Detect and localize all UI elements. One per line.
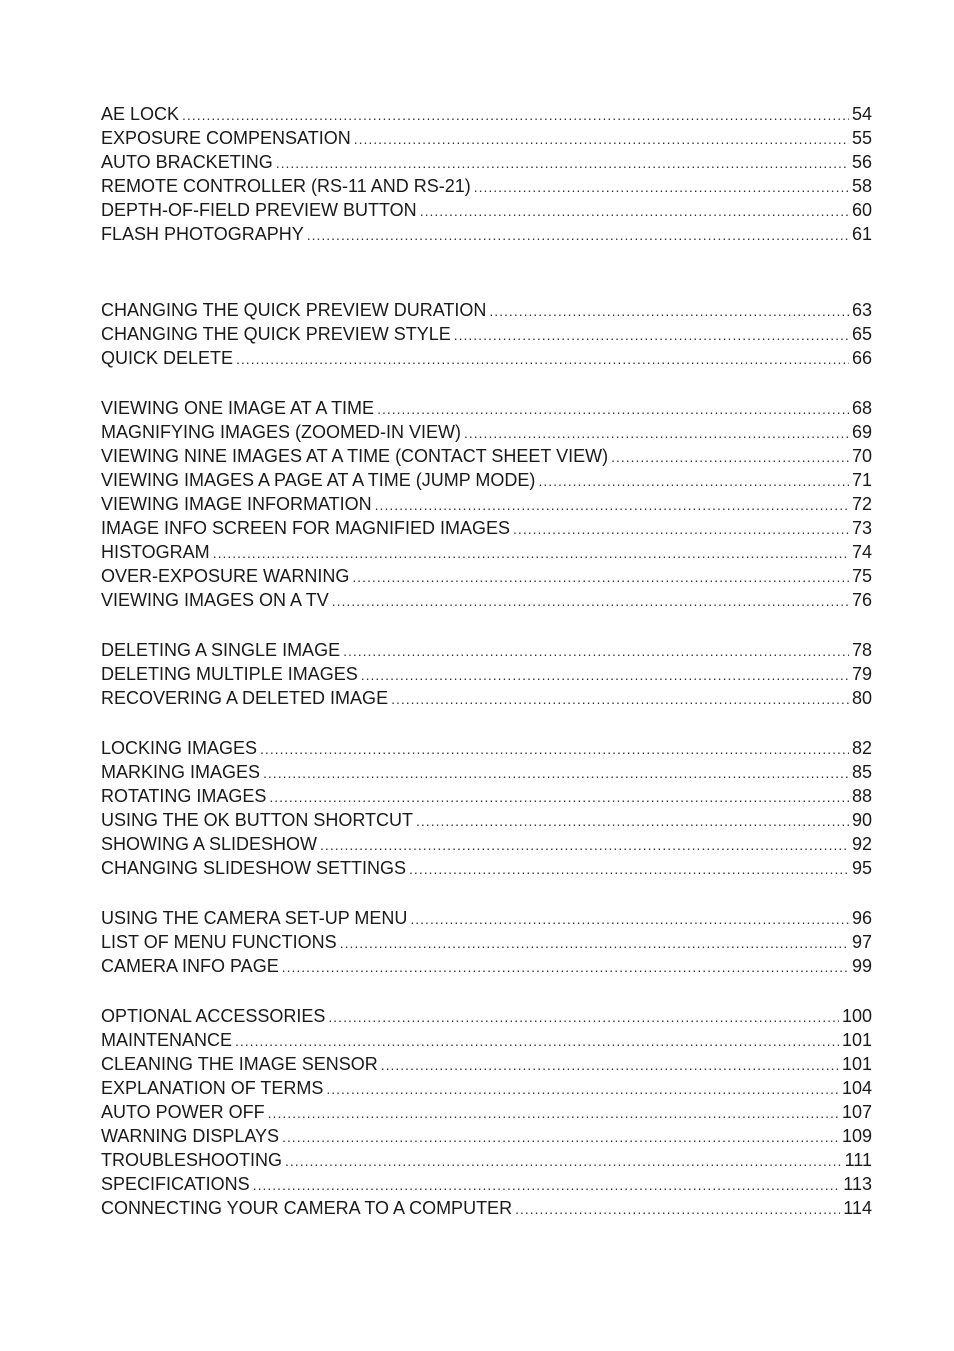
toc-entry-title: TROUBLESHOOTING [101,1150,283,1170]
toc-entry-page-number: 78 [851,640,872,660]
toc-entry[interactable] [101,298,872,322]
toc-entry-title: CHANGING THE QUICK PREVIEW DURATION [101,300,487,320]
dot-leader [307,223,849,247]
toc-entry-title: EXPLANATION OF TERMS [101,1078,324,1098]
toc-entry-title: CAMERA INFO PAGE [101,956,279,976]
dot-leader [377,397,849,421]
toc-entry[interactable] [101,930,872,954]
toc-entry-page-number: 54 [851,104,872,124]
toc-entry-page-number: 104 [841,1078,872,1098]
toc-entry-title: EXPOSURE COMPENSATION [101,128,351,148]
dot-leader [474,175,849,199]
toc-entry-title: CLEANING THE IMAGE SENSOR [101,1054,378,1074]
dot-leader [489,299,849,323]
toc-entry-page-number: 73 [851,518,872,538]
dot-leader [263,761,849,785]
toc-entry-page-number: 72 [851,494,872,514]
toc-entry-page-number: 79 [851,664,872,684]
dot-leader [343,639,849,663]
toc-entry-title: QUICK DELETE [101,348,234,368]
toc-entry-page-number: 74 [851,542,872,562]
toc-entry-title: VIEWING IMAGE INFORMATION [101,494,372,514]
toc-entry[interactable] [101,564,872,588]
toc-entry-title: ROTATING IMAGES [101,786,267,806]
toc-entry-title: IMAGE INFO SCREEN FOR MAGNIFIED IMAGES [101,518,511,538]
toc-entry-page-number: 92 [851,834,872,854]
toc-entry-title: DELETING MULTIPLE IMAGES [101,664,358,684]
dot-leader [515,1197,840,1221]
toc-entry-title: RECOVERING A DELETED IMAGE [101,688,389,708]
toc-entry[interactable] [101,396,872,420]
toc-entry-page-number: 68 [851,398,872,418]
toc-entry[interactable] [101,784,872,808]
dot-leader [236,347,849,371]
toc-entry[interactable] [101,516,872,540]
dot-leader [361,663,849,687]
toc-entry-title: FLASH PHOTOGRAPHY [101,224,304,244]
dot-leader [285,1149,842,1173]
toc-entry-page-number: 66 [851,348,872,368]
toc-entry[interactable] [101,150,872,174]
toc-section [101,102,872,246]
dot-leader [454,323,849,347]
toc-entry-title: CHANGING THE QUICK PREVIEW STYLE [101,324,451,344]
toc-entry-page-number: 111 [844,1150,872,1170]
toc-entry-page-number: 76 [851,590,872,610]
toc-entry-title: VIEWING IMAGES ON A TV [101,590,329,610]
toc-entry[interactable] [101,954,872,978]
dot-leader [282,1125,839,1149]
toc-entry-page-number: 65 [851,324,872,344]
section-spacer [101,880,872,906]
toc-entry-title: SPECIFICATIONS [101,1174,250,1194]
dot-leader [282,955,849,979]
toc-entry[interactable] [101,736,872,760]
toc-entry-page-number: 99 [851,956,872,976]
dot-leader [464,421,849,445]
toc-entry[interactable] [101,662,872,686]
toc-entry-page-number: 80 [851,688,872,708]
toc-entry[interactable] [101,492,872,516]
toc-section [101,906,872,978]
toc-section [101,1004,872,1220]
toc-entry-title: DEPTH-OF-FIELD PREVIEW BUTTON [101,200,417,220]
toc-entry[interactable] [101,686,872,710]
dot-leader [354,127,849,151]
dot-leader [268,1101,839,1125]
toc-entry-page-number: 82 [851,738,872,758]
toc-entry[interactable] [101,638,872,662]
toc-entry[interactable] [101,346,872,370]
dot-leader [260,737,849,761]
toc-entry-title: CHANGING SLIDESHOW SETTINGS [101,858,407,878]
toc-entry-page-number: 58 [851,176,872,196]
dot-leader [340,931,849,955]
toc-entry-title: MAINTENANCE [101,1030,233,1050]
toc-entry[interactable] [101,1052,872,1076]
toc-entry-title: AUTO POWER OFF [101,1102,265,1122]
toc-entry-title: SHOWING A SLIDESHOW [101,834,318,854]
dot-leader [375,493,849,517]
toc-entry-title: DELETING A SINGLE IMAGE [101,640,341,660]
toc-section [101,396,872,612]
toc-entry-page-number: 100 [841,1006,872,1026]
toc-entry-title: CONNECTING YOUR CAMERA TO A COMPUTER [101,1198,513,1218]
table-of-contents [101,102,872,1220]
toc-entry[interactable] [101,1124,872,1148]
toc-entry[interactable] [101,420,872,444]
toc-entry-page-number: 101 [841,1030,872,1050]
toc-entry-page-number: 95 [851,858,872,878]
section-spacer [101,246,872,298]
section-spacer [101,710,872,736]
dot-leader [328,1005,839,1029]
toc-entry-title: USING THE CAMERA SET-UP MENU [101,908,408,928]
dot-leader [235,1029,839,1053]
toc-entry-page-number: 61 [851,224,872,244]
dot-leader [381,1053,839,1077]
toc-entry-title: OPTIONAL ACCESSORIES [101,1006,326,1026]
toc-entry-title: WARNING DISPLAYS [101,1126,280,1146]
dot-leader [416,809,849,833]
dot-leader [420,199,849,223]
toc-entry[interactable] [101,1148,872,1172]
toc-entry-title: USING THE OK BUTTON SHORTCUT [101,810,414,830]
toc-entry-page-number: 69 [851,422,872,442]
toc-entry-title: VIEWING NINE IMAGES AT A TIME (CONTACT SHEET VIEW) [101,446,609,466]
toc-entry[interactable] [101,856,872,880]
toc-entry-title: LIST OF MENU FUNCTIONS [101,932,337,952]
dot-leader [276,151,849,175]
toc-entry[interactable] [101,1196,872,1220]
toc-entry-title: VIEWING IMAGES A PAGE AT A TIME (JUMP MODE) [101,470,536,490]
dot-leader [352,565,849,589]
dot-leader [326,1077,839,1101]
section-spacer [101,370,872,396]
dot-leader [513,517,849,541]
toc-entry-page-number: 97 [851,932,872,952]
toc-entry[interactable] [101,222,872,246]
section-spacer [101,612,872,638]
toc-entry[interactable] [101,588,872,612]
toc-entry-title: HISTOGRAM [101,542,210,562]
dot-leader [409,857,849,881]
toc-entry-page-number: 71 [851,470,872,490]
dot-leader [538,469,849,493]
toc-entry[interactable] [101,468,872,492]
toc-entry-page-number: 60 [851,200,872,220]
dot-leader [182,103,849,127]
toc-section [101,736,872,880]
toc-entry-page-number: 109 [841,1126,872,1146]
toc-entry[interactable] [101,198,872,222]
section-spacer [101,978,872,1004]
toc-entry-page-number: 55 [851,128,872,148]
toc-entry-title: AE LOCK [101,104,180,124]
toc-entry-title: AUTO BRACKETING [101,152,273,172]
dot-leader [391,687,849,711]
toc-entry[interactable] [101,322,872,346]
toc-entry-page-number: 107 [841,1102,872,1122]
toc-entry[interactable] [101,1100,872,1124]
toc-entry-page-number: 56 [851,152,872,172]
toc-entry-page-number: 85 [851,762,872,782]
toc-entry-title: MARKING IMAGES [101,762,261,782]
toc-entry[interactable] [101,906,872,930]
toc-entry-title: LOCKING IMAGES [101,738,258,758]
dot-leader [320,833,849,857]
toc-entry-page-number: 90 [851,810,872,830]
toc-entry[interactable] [101,1028,872,1052]
toc-entry-title: OVER-EXPOSURE WARNING [101,566,350,586]
toc-entry[interactable] [101,1004,872,1028]
toc-entry-page-number: 101 [841,1054,872,1074]
toc-entry-page-number: 114 [843,1198,872,1218]
toc-entry[interactable] [101,808,872,832]
toc-entry[interactable] [101,760,872,784]
toc-section [101,298,872,370]
toc-entry-page-number: 70 [851,446,872,466]
toc-entry-page-number: 88 [851,786,872,806]
toc-entry[interactable] [101,540,872,564]
toc-entry[interactable] [101,126,872,150]
toc-entry-page-number: 63 [851,300,872,320]
dot-leader [332,589,849,613]
toc-entry-title: REMOTE CONTROLLER (RS-11 AND RS-21) [101,176,471,196]
toc-entry[interactable] [101,832,872,856]
toc-section [101,638,872,710]
toc-entry-page-number: 113 [843,1174,872,1194]
dot-leader [269,785,849,809]
toc-entry[interactable] [101,1172,872,1196]
toc-entry-page-number: 96 [851,908,872,928]
dot-leader [213,541,849,565]
toc-entry[interactable] [101,102,872,126]
toc-entry-title: MAGNIFYING IMAGES (ZOOMED-IN VIEW) [101,422,461,442]
toc-entry-page-number: 75 [851,566,872,586]
toc-entry[interactable] [101,1076,872,1100]
dot-leader [611,445,849,469]
dot-leader [410,907,849,931]
dot-leader [253,1173,841,1197]
toc-entry-title: VIEWING ONE IMAGE AT A TIME [101,398,375,418]
toc-entry[interactable] [101,444,872,468]
toc-entry[interactable] [101,174,872,198]
